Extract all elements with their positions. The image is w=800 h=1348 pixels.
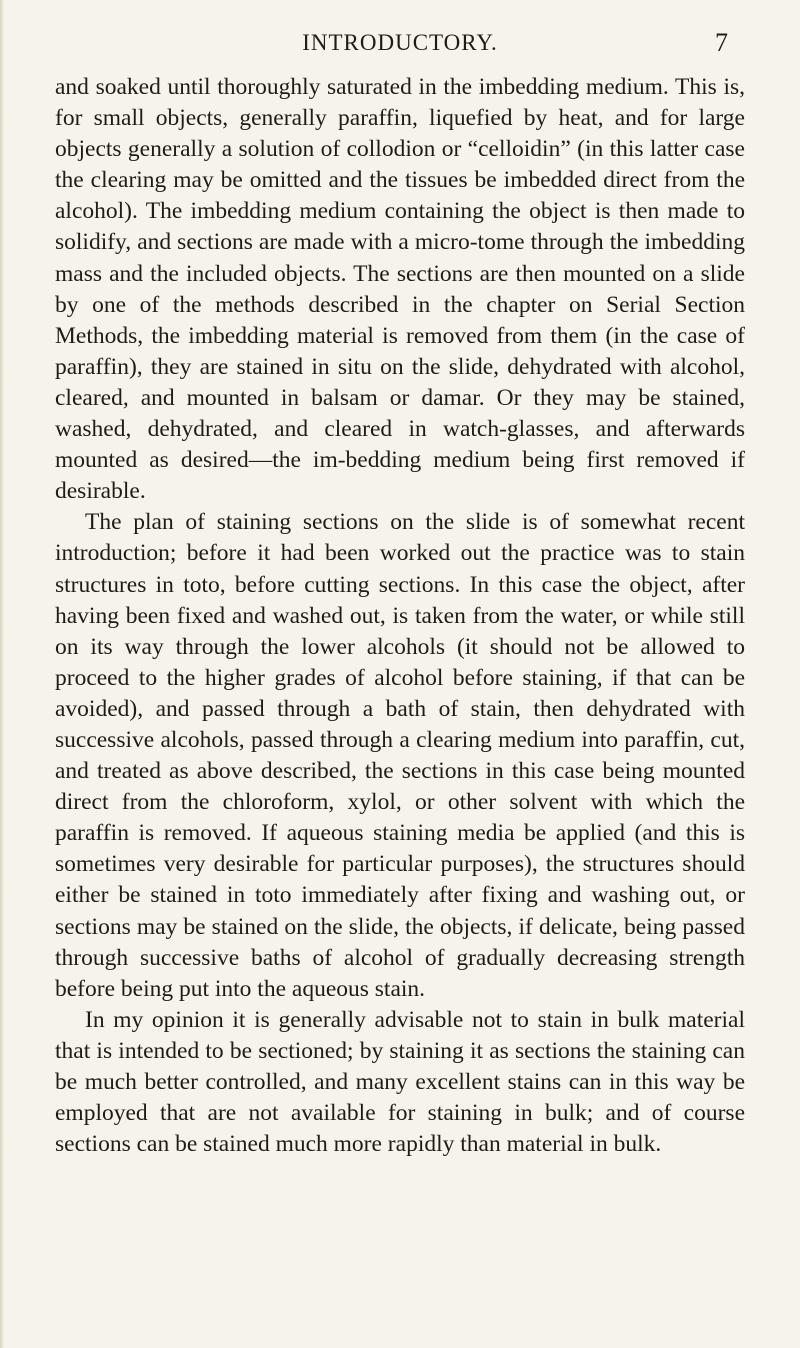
page-edge-shadow: [0, 0, 4, 1348]
paragraph-continued: and soaked until thoroughly saturated in the imbedding medium. This is, for small objects, generally paraffin, liquefied by heat, and for large objects generally a solution of collodion or “celloidin” (in this latter case the clearing may be omitted and the tissues be imbedded direct from the alcohol). The imbedding medium containing the object is then made to solidify, and sections are made with a micro-tome through the imbedding mass and the included objects. The sections are then mounted on a slide by one of the methods described in the chapter on Serial Section Methods, the imbedding material is removed from them (in the case of paraffin), they are stained in situ on the slide, dehydrated with alcohol, cleared, and mounted in balsam or damar. Or they may be stained, washed, dehydrated, and cleared in watch-glasses, and afterwards mounted as desired—the im-bedding medium being first removed if desirable.: [55, 74, 745, 505]
page-number: 7: [715, 28, 728, 57]
paragraph-opinion: In my opinion it is generally advisable not to stain in bulk material that is intended to be sectioned; by staining it as sections the staining can be much better controlled, and many excellent stains can in this way be employed that are not available for staining in bulk; and of course sections can be stained much more rapidly than material in bulk.: [55, 1006, 745, 1158]
paragraph-staining-plan: The plan of staining sections on the slide is of somewhat recent introduction; before it had been worked out the practice was to stain structures in toto, before cutting sections. In this case the object, after having been fixed and washed out, is taken from the water, or while still on its way through the lower alcohols (it should not be allowed to proceed to the higher grades of alcohol before staining, if that can be avoided), and passed through a bath of stain, then dehydrated with successive alcohols, passed through a clearing medium into paraffin, cut, and treated as above described, the sections in this case being mounted direct from the chloroform, xylol, or other solvent with which the paraffin is removed. If aqueous staining media be applied (and this is sometimes very desirable for particular purposes), the structures should either be stained in toto immediately after fixing and washing out, or sections may be stained on the slide, the objects, if delicate, being passed through successive baths of alcohol of gradually decreasing strength before being put into the aqueous stain.: [55, 509, 745, 1002]
running-title: INTRODUCTORY.: [302, 30, 498, 55]
body-text: [55, 72, 745, 1160]
running-head: [0, 28, 800, 58]
